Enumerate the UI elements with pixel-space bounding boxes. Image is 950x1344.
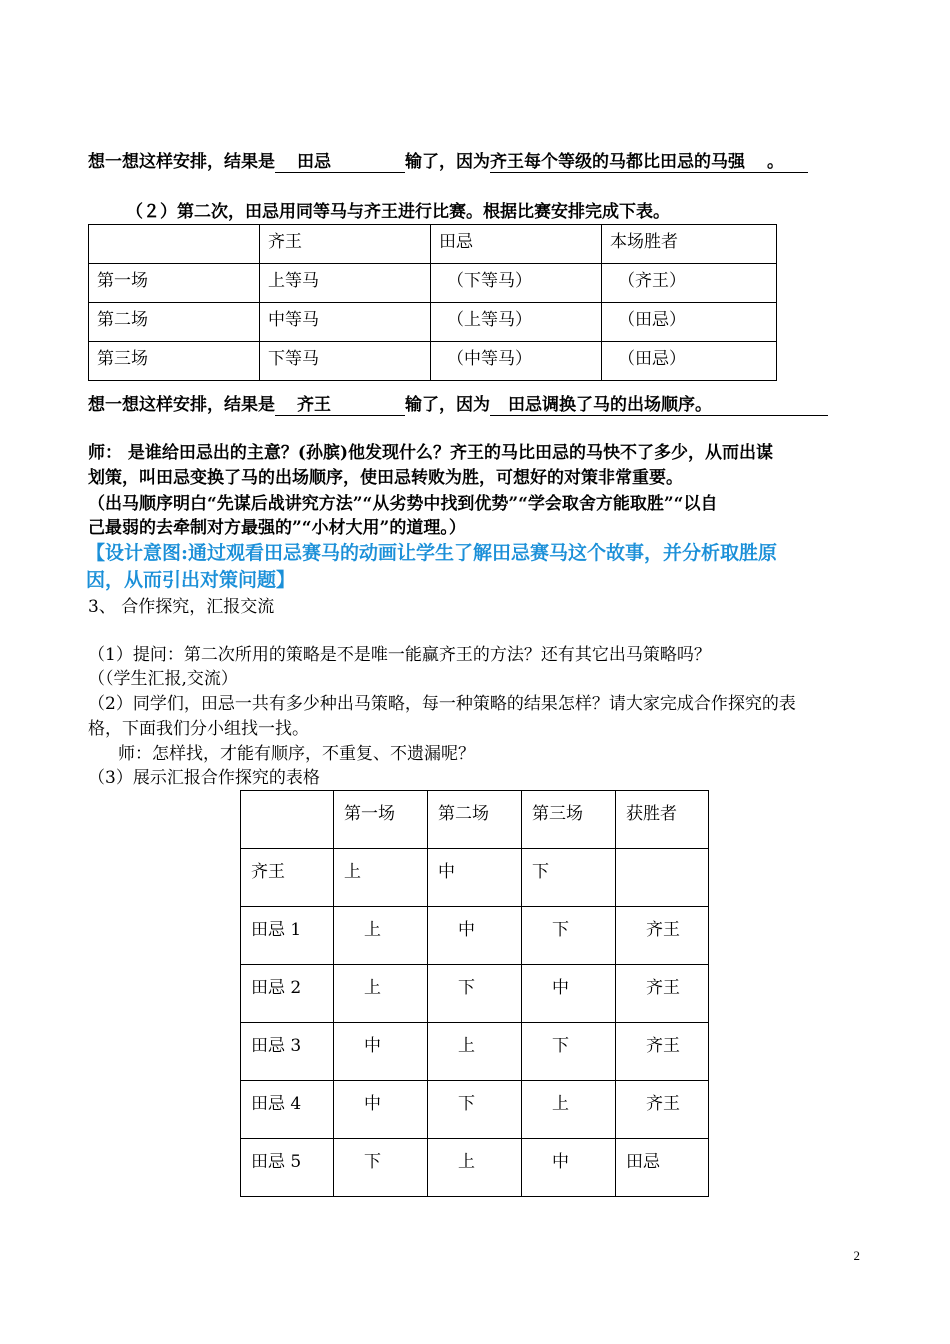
table-row xyxy=(241,907,709,965)
design-intent-line-1: 【设计意图:通过观看田忌赛马的动画让学生了解田忌赛马这个故事，并分析取胜原 xyxy=(86,542,778,564)
table-row xyxy=(241,1023,709,1081)
table-cell: 田忌 5 xyxy=(241,1139,334,1197)
conclusion-2-prefix: 想一想这样安排，结果是 xyxy=(88,395,275,415)
conclusion-line-2 xyxy=(88,394,828,416)
conclusion-line-1 xyxy=(88,151,808,173)
conclusion-1-blank-reason: 齐王每个等级的马都比田忌的马强 。 xyxy=(490,152,808,173)
table-cell: 下 xyxy=(522,907,616,965)
table-cell: 齐王 xyxy=(616,1081,709,1139)
table-cell: 下 xyxy=(428,1081,522,1139)
table-cell: 中 xyxy=(334,1081,428,1139)
table-cell: 上 xyxy=(428,1023,522,1081)
table-cell: 下 xyxy=(522,1023,616,1081)
conclusion-1-blank-loser: 田忌 xyxy=(275,152,405,173)
conclusion-1-prefix: 想一想这样安排，结果是 xyxy=(88,152,275,172)
table-cell: （中等马） xyxy=(431,342,602,381)
conclusion-1-mid: 输了，因为 xyxy=(405,152,490,172)
table-header-cell: 田忌 xyxy=(431,225,602,264)
table-cell: 齐王 xyxy=(241,849,334,907)
table-cell: （齐王） xyxy=(602,264,777,303)
table-cell: 下 xyxy=(522,849,616,907)
table-row xyxy=(89,342,777,381)
table-header-cell: 第三场 xyxy=(522,791,616,849)
table-cell: 中 xyxy=(334,1023,428,1081)
table-cell: 齐王 xyxy=(616,907,709,965)
strategy-table xyxy=(240,790,709,1197)
table-header-cell: 第一场 xyxy=(334,791,428,849)
table-cell: 中等马 xyxy=(260,303,431,342)
table-cell: 中 xyxy=(522,965,616,1023)
question-3: （3）展示汇报合作探究的表格 xyxy=(88,768,320,788)
note-line-1: （出马顺序明白“先谋后战讲究方法”“从劣势中找到优势”“学会取舍方能取胜”“以自 xyxy=(88,494,718,514)
question-2-line-1: （2）同学们，田忌一共有多少种出马策略，每一种策略的结果怎样？请大家完成合作探究的表 xyxy=(88,694,796,714)
task-2-instruction: （２）第二次，田忌用同等马与齐王进行比赛。根据比赛安排完成下表。 xyxy=(126,202,670,222)
table-cell: 中 xyxy=(428,849,522,907)
table-row xyxy=(241,1139,709,1197)
table-cell: 第二场 xyxy=(89,303,260,342)
table-cell: 田忌 xyxy=(616,1139,709,1197)
table-cell: 中 xyxy=(428,907,522,965)
table-cell: 上 xyxy=(334,849,428,907)
table-header-cell: 齐王 xyxy=(260,225,431,264)
table-cell: （下等马） xyxy=(431,264,602,303)
section-3-heading: 3、 合作探究，汇报交流 xyxy=(88,597,275,617)
conclusion-2-blank-loser: 齐王 xyxy=(275,395,405,416)
table-cell: 上 xyxy=(428,1139,522,1197)
table-row xyxy=(89,225,777,264)
table-cell: （田忌） xyxy=(602,342,777,381)
table-header-cell xyxy=(89,225,260,264)
teacher-remark-line-1: 师： 是谁给田忌出的主意？(孙膑)他发现什么？齐王的马比田忌的马快不了多少，从而出谋 xyxy=(88,443,774,463)
table-row xyxy=(241,849,709,907)
match-table-1 xyxy=(88,224,777,381)
table-cell: 上等马 xyxy=(260,264,431,303)
question-1-note: （（学生汇报,交流） xyxy=(88,669,238,689)
table-header-cell: 本场胜者 xyxy=(602,225,777,264)
conclusion-2-blank-reason: 田忌调换了马的出场顺序。 xyxy=(490,395,828,416)
table-cell: 田忌 3 xyxy=(241,1023,334,1081)
page-number: 2 xyxy=(853,1248,860,1263)
table-cell: 田忌 2 xyxy=(241,965,334,1023)
table-row xyxy=(89,264,777,303)
table-cell: 上 xyxy=(334,965,428,1023)
teacher-question: 师：怎样找，才能有顺序，不重复、不遗漏呢？ xyxy=(118,744,475,764)
design-intent-line-2: 因，从而引出对策问题】 xyxy=(86,569,296,591)
table-cell: 中 xyxy=(522,1139,616,1197)
table-cell: 田忌 1 xyxy=(241,907,334,965)
table-cell: 齐王 xyxy=(616,1023,709,1081)
table-cell: （田忌） xyxy=(602,303,777,342)
table-cell: 上 xyxy=(522,1081,616,1139)
table-cell: 田忌 4 xyxy=(241,1081,334,1139)
table-cell: 齐王 xyxy=(616,965,709,1023)
question-2-line-2: 格，下面我们分小组找一找。 xyxy=(88,719,309,739)
table-cell: 第三场 xyxy=(89,342,260,381)
table-cell: 第一场 xyxy=(89,264,260,303)
table-row xyxy=(241,1081,709,1139)
table-header-cell: 第二场 xyxy=(428,791,522,849)
table-cell: 下 xyxy=(334,1139,428,1197)
table-header-cell: 获胜者 xyxy=(616,791,709,849)
note-line-2: 己最弱的去牵制对方最强的”“小材大用”的道理。） xyxy=(88,518,466,538)
table-row xyxy=(241,791,709,849)
table-cell: （上等马） xyxy=(431,303,602,342)
table-header-cell xyxy=(241,791,334,849)
conclusion-2-mid: 输了，因为 xyxy=(405,395,490,415)
table-cell xyxy=(616,849,709,907)
teacher-remark-line-2: 划策，叫田忌变换了马的出场顺序，使田忌转败为胜，可想好的对策非常重要。 xyxy=(88,468,683,488)
table-cell: 下 xyxy=(428,965,522,1023)
table-row xyxy=(89,303,777,342)
question-1: （1）提问：第二次所用的策略是不是唯一能赢齐王的方法？还有其它出马策略吗？ xyxy=(88,645,711,665)
table-cell: 上 xyxy=(334,907,428,965)
table-cell: 下等马 xyxy=(260,342,431,381)
table-row xyxy=(241,965,709,1023)
